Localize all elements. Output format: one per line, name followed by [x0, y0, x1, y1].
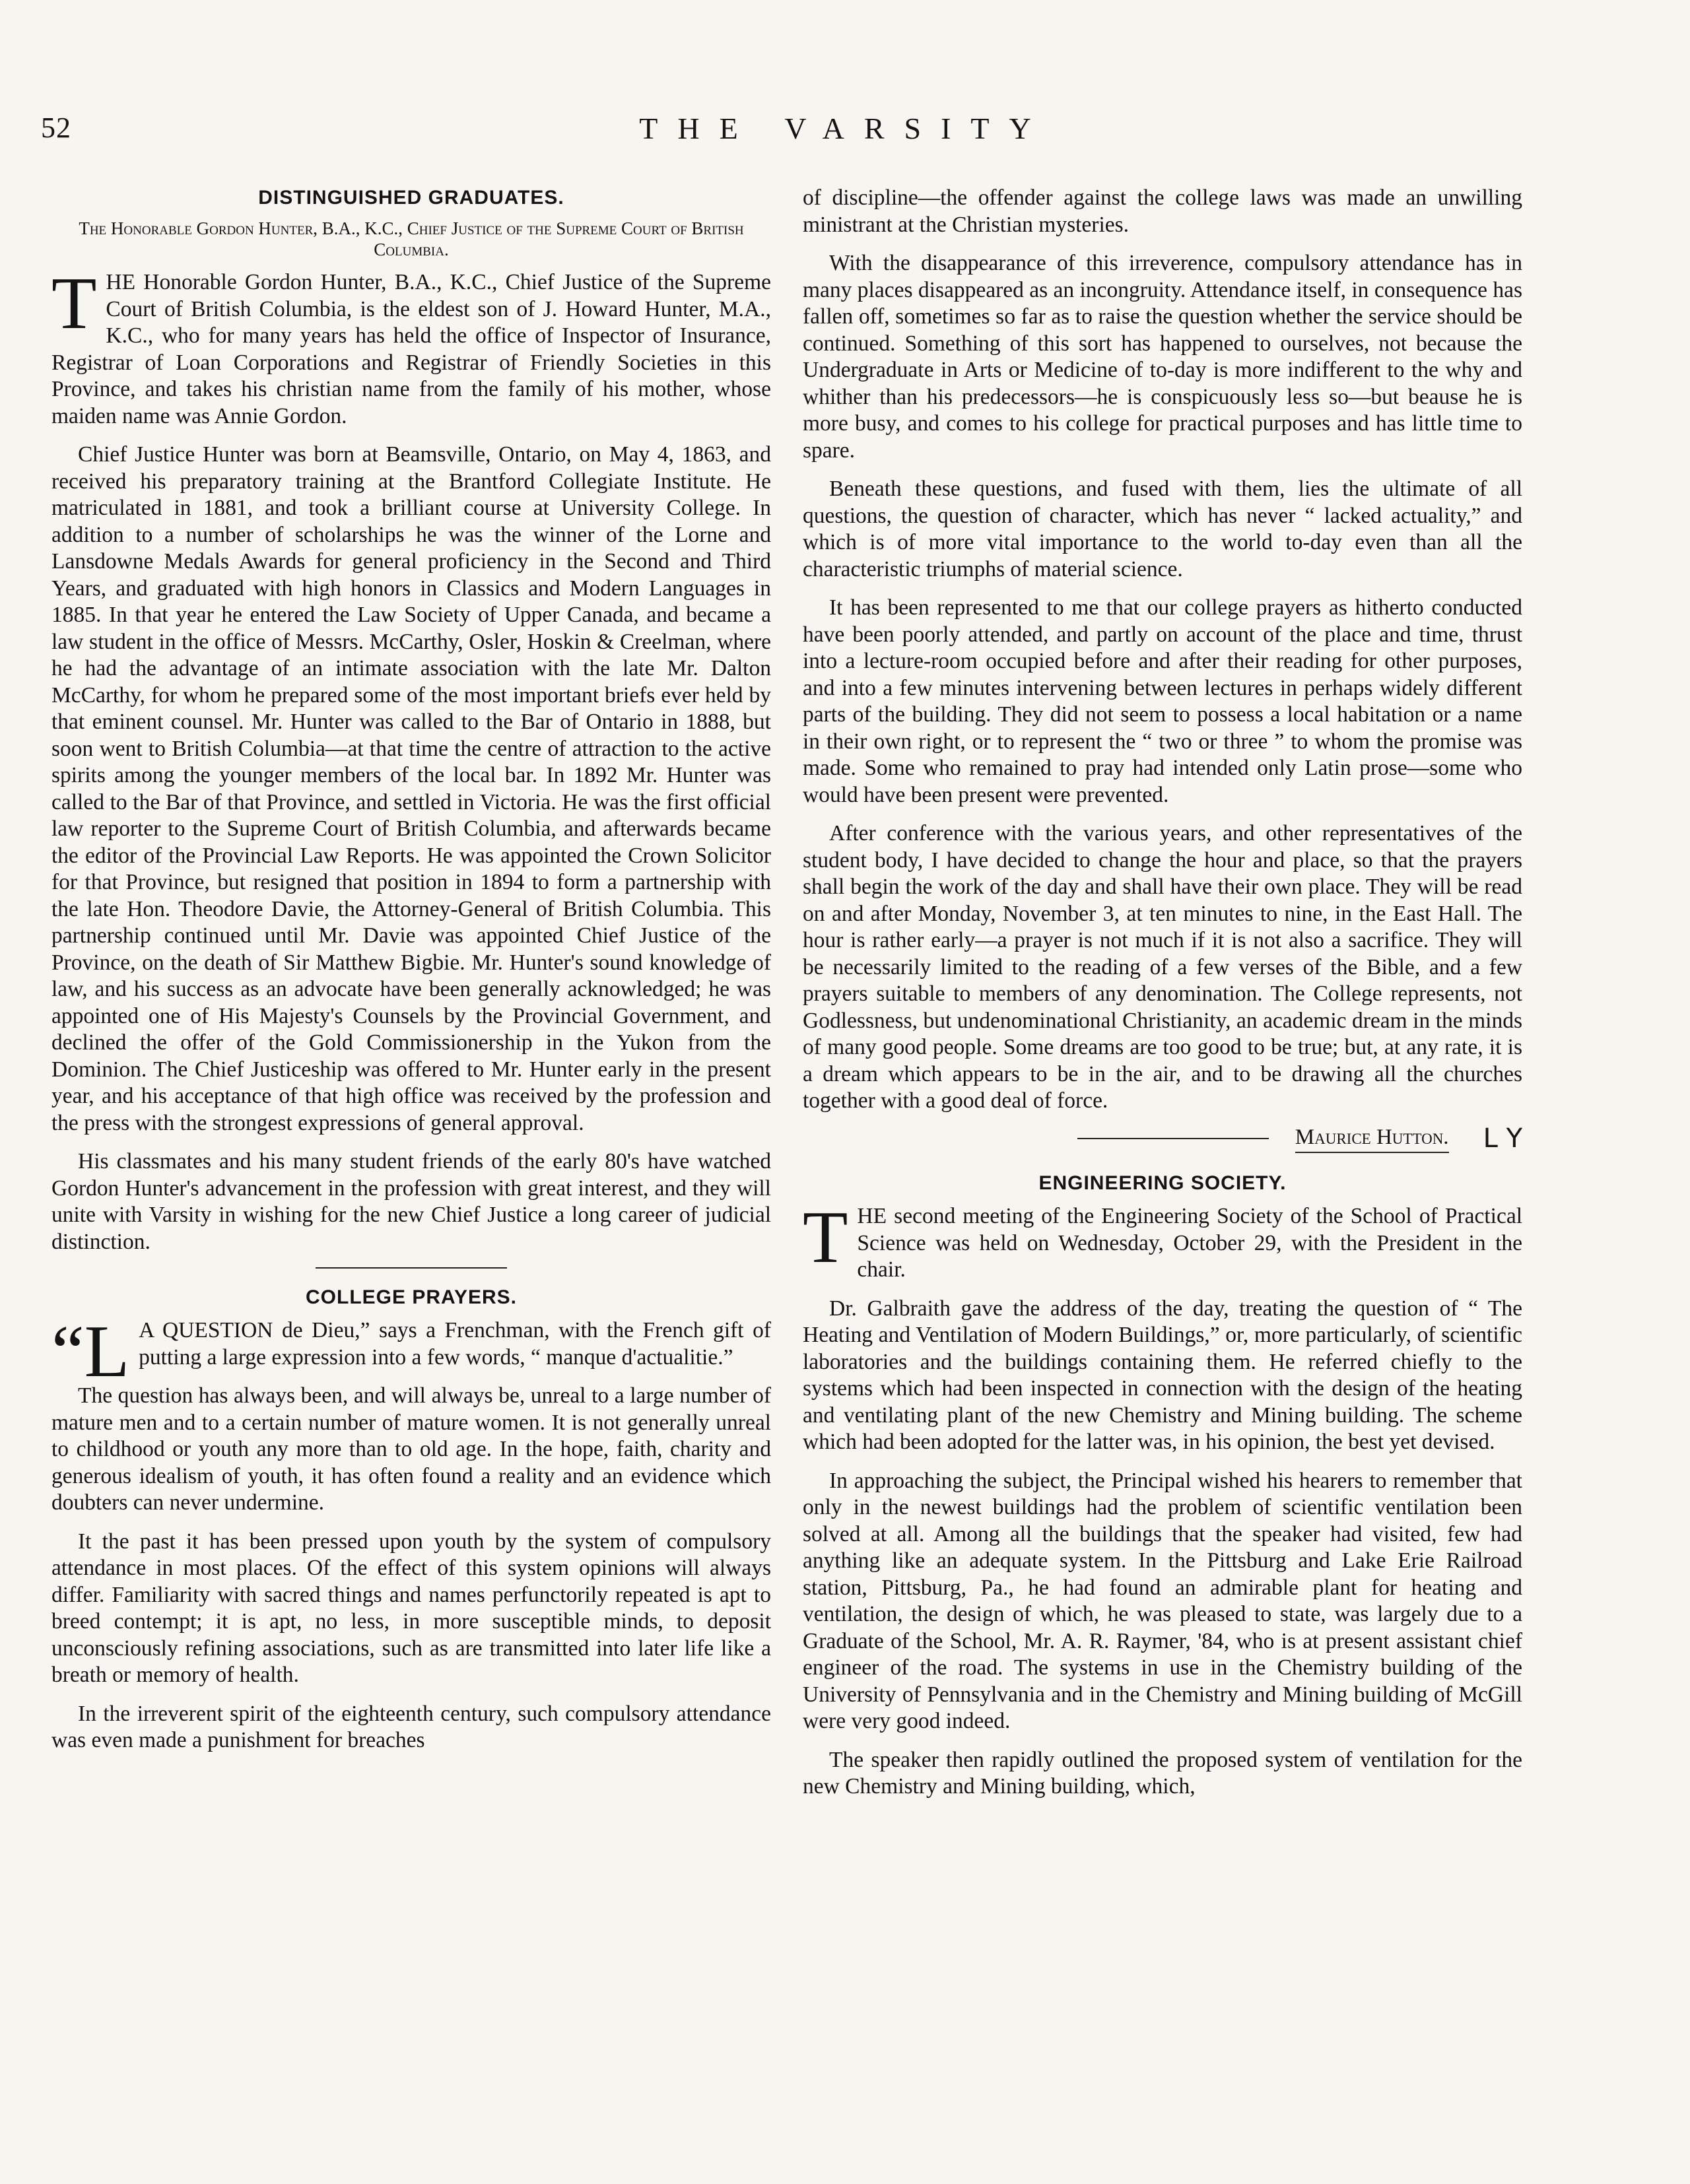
signature-row — [803, 1124, 1522, 1154]
signature-divider — [1077, 1138, 1269, 1139]
article-subtitle: The Honorable Gordon Hunter, B.A., K.C., Chief Justice of the Supreme Court of British Columbia. — [79, 218, 744, 259]
drop-cap: T — [803, 1197, 848, 1278]
article-paragraph: After conference with the various years, and other representatives of the student body, I have decided to change the hour and place, so that the prayers shall begin the work of the day and shall have their own place. They will be read on and after Monday, November 3, at ten minutes to nine, in the East Hall. The hour is rather early—a prayer is not much if it is not also a sacrifice. They will be necessarily limited to the reading of a few verses of the Bible, and a few prayers suitable to members of any denomination. The College represents, not Godlessness, but undenominational Christianity, an academic dream in the minds of many good people. Some dreams are too good to be true; but, at any rate, it is a dream which appears to be in the air, and to be drawing all the churches together with a good deal of force. — [803, 821, 1522, 1113]
article-paragraph: Chief Justice Hunter was born at Beamsville, Ontario, on May 4, 1863, and received his preparatory training at the Brantford Collegiate Institute. He matriculated in 1881, and took a brilliant course at University College. In addition to a number of scholarships he was the winner of the Lorne and Lansdowne Medals Awards for general proficiency in the Second and Third Years, and graduated with high honors in Classics and Modern Languages in 1885. In that year he entered the Law Society of Upper Canada, and became a law student in the office of Messrs. McCarthy, Osler, Hoskin & Creelman, where he had the advantage of an intimate association with the late Mr. Dalton McCarthy, for whom he prepared some of the most important briefs ever held by that eminent counsel. Mr. Hunter was called to the Bar of Ontario in 1888, but soon went to British Columbia—at that time the centre of attraction to the active spirits among the younger members of the local bar. In 1892 Mr. Hunter was called to the Bar of that Province, and settled in Victoria. He was the first official law reporter to the Supreme Court of British Columbia, and afterwards became the editor of the Provincial Law Reports. He was appointed the Crown Solicitor for that Province, but resigned that position in 1894 to form a partnership with the late Hon. Theodore Davie, the Attorney-General of British Columbia. This partnership continued until Mr. Davie was appointed Chief Justice of the Province, on the death of Sir Matthew Bigbie. Mr. Hunter's sound knowledge of law, and his success as an advocate have been generally acknowledged; he was appointed one of His Majesty's Counsels by the Provincial Government, and declined the offer of the Gold Commissionership in the Yukon from the Dominion. The Chief Justiceship was offered to Mr. Hunter early in the present year, and his acceptance of that high office was received by the profession and the press with the strongest expressions of general approval. — [51, 442, 771, 1135]
article-paragraph: In approaching the subject, the Principal wished his hearers to remember that only in the newest buildings had the problem of scientific ventilation been solved at all. Among all the buildings that the speaker had visited, few had anything like an adequate system. In the Pittsburg and Lake Erie Railroad station, Pittsburg, Pa., he had found an admirable plant for heating and ventilation, the design of which, he was pleased to state, was largely due to a Graduate of the School, Mr. A. R. Raymer, '84, who is at present assistant chief engineer of the road. The systems in use in the Chemistry building of the University of Pennsylvania and in the Chemistry and Mining building of McGill were very good indeed. — [803, 1468, 1522, 1733]
masthead-title: THE VARSITY — [639, 112, 1051, 145]
article-paragraph: “L A QUESTION de Dieu,” says a Frenchman, with the French gift of putting a large expression into a few words, “ manque d'actualitie.” — [51, 1311, 771, 1393]
drop-cap: T — [51, 263, 97, 345]
article-paragraph: With the disappearance of this irreverence, compulsory attendance has in many places disappeared as an incongruity. Attendance itself, in consequence has fallen off, sometimes so far as to raise the question whether the service should be continued. Something of this sort has happened to ourselves, not because the Undergraduate in Arts or Medicine of to-day is more indifferent to the why and whither than his predecessors—he is conspicuously less so—but beause he is more busy, and comes to his college for practical purposes and has little time to spare. — [803, 251, 1522, 463]
page-number: 52 — [41, 112, 71, 144]
article-title-engineering-society: ENGINEERING SOCIETY. — [1038, 1172, 1287, 1194]
drop-cap: “L — [51, 1311, 130, 1393]
article-paragraph: Dr. Galbraith gave the address of the day, treating the question of “ The Heating and Ventilation of Modern Buildings,” or, more particularly, of scientific laboratories and the buildings containing them. He referred chiefly to the systems which had been inspected in connection with the design of the heating and ventilating plant of the new Chemistry and Mining building. The scheme which had been adopted for the latter was, in his opinion, the best yet devised. — [803, 1296, 1522, 1454]
article-paragraph: THE second meeting of the Engineering Society of the School of Practical Science was held on Wednesday, October 29, with the President in the chair. — [803, 1197, 1522, 1282]
left-column — [51, 185, 771, 1766]
article-title-college-prayers: COLLEGE PRAYERS. — [306, 1286, 517, 1308]
article-paragraph: In the irreverent spirit of the eighteenth century, such compulsory attendance was even made a punishment for breaches — [51, 1701, 771, 1752]
handwritten-margin-mark: L Y — [1483, 1123, 1522, 1154]
article-paragraph: The question has always been, and will always be, unreal to a large number of mature men and to a certain number of mature women. It is not generally unreal to childhood or youth any more than to old age. In the hope, faith, charity and generous idealism of youth, it has often found a reality and an evidence which doubters can never undermine. — [51, 1383, 771, 1515]
article-paragraph: It has been represented to me that our college prayers as hitherto conducted have been poorly attended, and partly on account of the place and time, thrust into a lecture-room occupied before and after their reading for other purposes, and into a few minutes intervening between lectures in perhaps widely different parts of the building. They did not seem to possess a local habitation or a name in their own right, or to represent the “ two or three ” to whom the promise was made. Some who remained to pray had intended only Latin prose—some who would have been present were prevented. — [803, 595, 1522, 807]
right-column — [803, 185, 1522, 1812]
article-title-distinguished-graduates: DISTINGUISHED GRADUATES. — [258, 187, 564, 209]
section-divider — [316, 1267, 507, 1269]
article-paragraph: THE Honorable Gordon Hunter, B.A., K.C., Chief Justice of the Supreme Court of British Columbia, is the eldest son of J. Howard Hunter, M.A., K.C., who for many years has held the office of Inspector of Insurance, Registrar of Loan Corporations and Registrar of Friendly Societies in this Province, and takes his christian name from the family of his mother, whose maiden name was Annie Gordon. — [51, 263, 771, 428]
article-paragraph: Beneath these questions, and fused with them, lies the ultimate of all questions, the question of character, which has never “ lacked actuality,” and which is of more vital importance to the world to-day even than all the characteristic triumphs of material science. — [803, 477, 1522, 581]
author-signature: Maurice Hutton. — [1295, 1124, 1449, 1154]
article-paragraph: It the past it has been pressed upon youth by the system of compulsory attendance in most places. Of the effect of this system opinions will always differ. Familiarity with sacred things and names perfunctorily repeated is apt to breed contempt; it is apt, no less, in more susceptible minds, to deposit unconsciously refining associations, such as are transmitted into later life like a breath or memory of health. — [51, 1529, 771, 1687]
article-paragraph-continued: of discipline—the offender against the college laws was made an unwilling ministrant at the Christian mysteries. — [803, 185, 1522, 237]
article-paragraph: The speaker then rapidly outlined the proposed system of ventilation for the new Chemistry and Mining building, which, — [803, 1747, 1522, 1799]
article-paragraph: His classmates and his many student friends of the early 80's have watched Gordon Hunter's advancement in the profession with great interest, and they will unite with Varsity in wishing for the new Chief Justice a long career of judicial distinction. — [51, 1149, 771, 1254]
